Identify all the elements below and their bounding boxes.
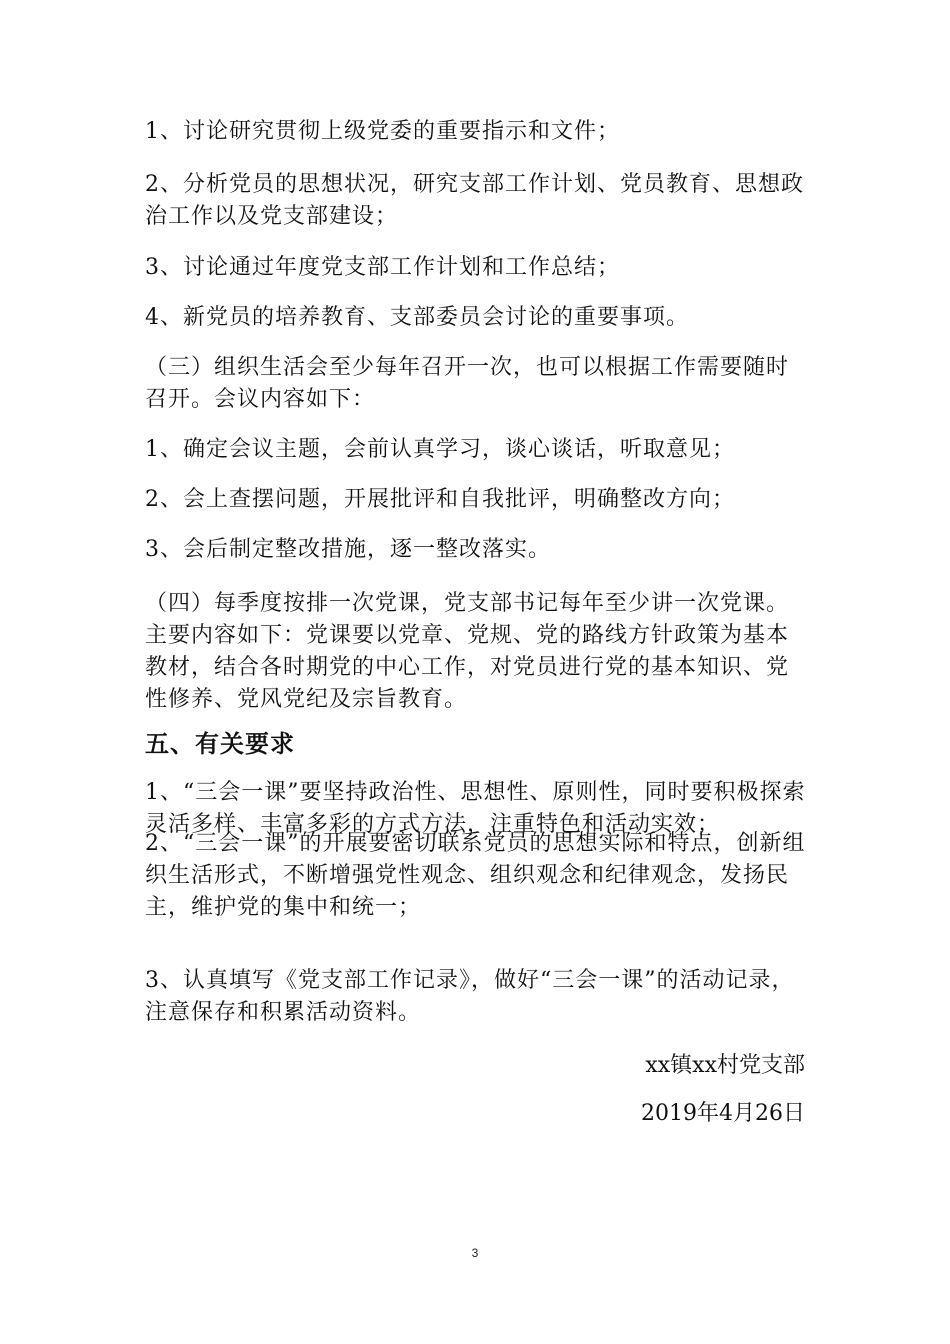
paragraph-item-a3: 3、讨论通过年度党支部工作计划和工作总结； <box>145 255 620 280</box>
paragraph-item-a2: 2、分析党员的思想状况，研究支部工作计划、党员教育、思想政治工作以及党支部建设； <box>145 172 804 229</box>
paragraph-item-b3: 3、会后制定整改措施，逐一整改落实。 <box>145 537 551 562</box>
paragraph-item-a4: 4、新党员的培养教育、支部委员会讨论的重要事项。 <box>145 305 689 330</box>
page-number: 3 <box>471 1246 479 1260</box>
paragraph-item-a1: 1、讨论研究贯彻上级党委的重要指示和文件； <box>145 119 620 144</box>
date-line: 2019年4月26日 <box>641 1101 805 1126</box>
paragraph-item-c2: 2、“三会一课”的开展要密切联系党员的思想实际和特点，创新组织生活形式，不断增强党性观念、组织观念和纪律观念，发扬民主，维护党的集中和统一； <box>145 831 806 920</box>
paragraph-item-c3: 3、认真填写《党支部工作记录》，做好“三会一课”的活动记录，注意保存和积累活动资料。 <box>145 968 795 1025</box>
section-four-paragraph: （四）每季度按排一次党课，党支部书记每年至少讲一次党课。主要内容如下：党课要以党章、党规、党的路线方针政策为基本教材，结合各时期党的中心工作，对党员进行党的基本知识、党性修养、党风党纪及宗旨教育。 <box>145 591 790 712</box>
section-three-paragraph: （三）组织生活会至少每年召开一次，也可以根据工作需要随时召开。会议内容如下： <box>145 355 790 412</box>
paragraph-item-b2: 2、会上查摆问题，开展批评和自我批评，明确整改方向； <box>145 487 735 512</box>
section-five-heading: 五、有关要求 <box>145 730 295 758</box>
paragraph-item-c1: 1、“三会一课”要坚持政治性、思想性、原则性，同时要积极探索灵活多样、丰富多彩的方式方法，注重特色和活动实效； <box>145 780 806 837</box>
signature-line: xx镇xx村党支部 <box>645 1053 805 1078</box>
paragraph-item-b1: 1、确定会议主题，会前认真学习，谈心谈话，听取意见； <box>145 437 735 462</box>
